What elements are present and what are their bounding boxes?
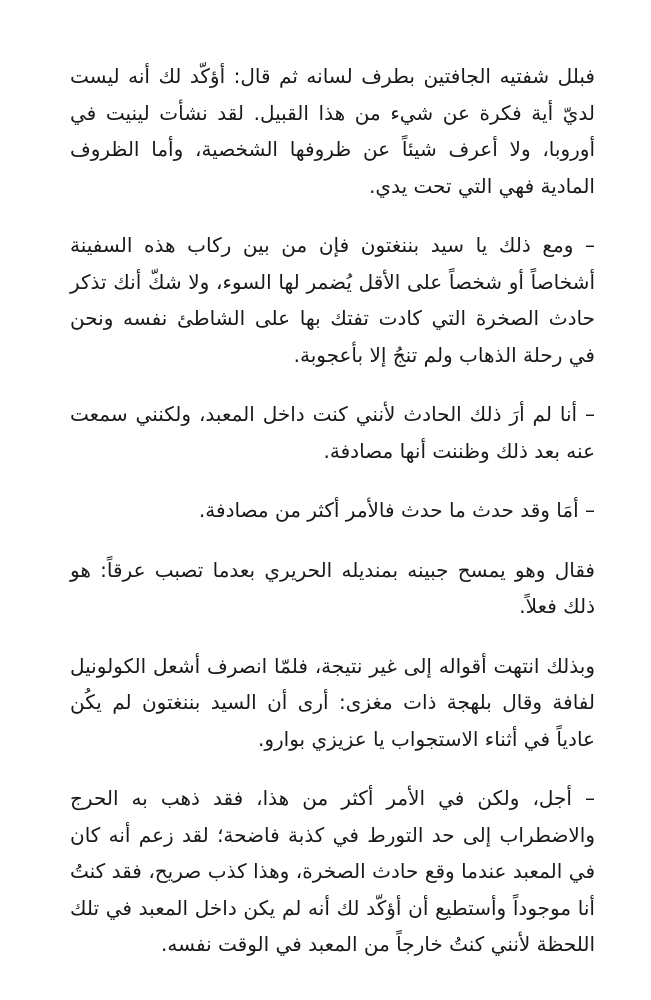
- paragraph-3: – أنا لم أرَ ذلك الحادث لأنني كنت داخل المعبد، ولكنني سمعت عنه بعد ذلك وظننت أنها مصادفة.: [70, 402, 595, 463]
- paragraph-6: وبذلك انتهت أقواله إلى غير نتيجة، فلمّا انصرف أشعل الكولونيل لفافة وقال بلهجة ذات مغزى: أرى أن السيد بننغتون لم يكُن عادياً في أثناء الاستجواب يا عزيزي بوارو.: [70, 653, 595, 751]
- paragraph-7: – أجل، ولكن في الأمر أكثر من هذا، فقد ذهب به الحرج والاضطراب إلى حد التورط في كذبة فاضحة؛ لقد زعم أنه كان في المعبد عندما وقع حادث الصخرة، وهذا كذب صريح، فقد كنتُ أنا موجوداً وأستطيع أن أؤكّد لك أنه لم يكن داخل المعبد في تلك اللحظة لأنني كنتُ خارجاً من المعبد في الوقت نفسه.: [70, 786, 595, 956]
- paragraph-2: – ومع ذلك يا سيد بننغتون فإن من بين ركاب هذه السفينة أشخاصاً أو شخصاً على الأقل يُضمر لها السوء، ولا شكّ أنك تذكر حادث الصخرة التي كادت تفتك بها على الشاطئ نفسه ونحن في رحلة الذهاب ولم تنجُ إلا بأعجوبة.: [70, 233, 595, 367]
- paragraph-1: فبلل شفتيه الجافتين بطرف لسانه ثم قال: أؤكّد لك أنه ليست لديّ أية فكرة عن شيء من هذا القبيل. لقد نشأت لينيت في أوروبا، ولا أعرف شيئاً عن ظروفها الشخصية، وأما الظروف المادية فهي التي تحت يدي.: [70, 64, 595, 198]
- paragraph-5: فقال وهو يمسح جبينه بمنديله الحريري بعدما تصبب عرقاً: هو ذلك فعلاً.: [70, 557, 595, 618]
- book-page: [70, 58, 595, 986]
- paragraph-4: – أمَا وقد حدث ما حدث فالأمر أكثر من مصادفة.: [198, 498, 595, 522]
